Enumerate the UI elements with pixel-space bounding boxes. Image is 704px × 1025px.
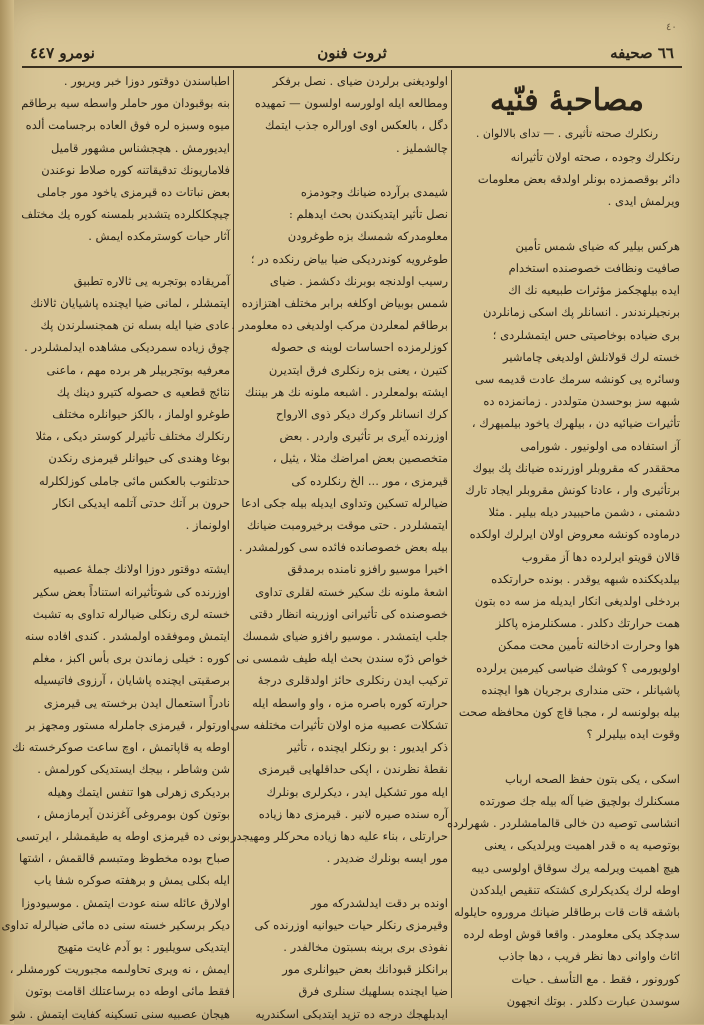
text-line: اخيرا موسيو رافزو نامنده برمدقق: [287, 562, 448, 577]
text-line: خسته لرك قولانلش اولديغى چاماشير: [503, 349, 680, 364]
text-line: هيچ اهميت ويرلمه يرك سوقاق اولوسى ديبه: [471, 860, 680, 875]
text-line: هوا وحرارت ادخالنه تأمين محت ممكن: [497, 638, 680, 653]
text-line: شمس بوبياض اوكلغه برابر مختلف اهتزازده: [241, 296, 448, 311]
text-line: برصقيتى ايچنده پاشايان ، آرزوى فاتيسيله: [33, 673, 230, 688]
text-line: ايتديكى سويليور : بو آدم غايت متهيج: [57, 939, 230, 954]
text-line: قالان قويتو ايرلرده دها آز مقروب: [521, 549, 680, 564]
text-line: بوتوصيه يه ه قدر اهميت ويرلديكى ، يعنى: [484, 838, 680, 853]
text-line: ايدبلهجك درجه ده تزيد ايتديكى اسكندريه: [255, 1006, 448, 1021]
text-line: [454, 213, 680, 235]
text-line: ضيا ايچنده بسلهيك سنلرى فرق: [298, 984, 448, 999]
text-line: كرك انسانلر وكرك ديكر ذوى الارواح: [275, 407, 448, 422]
text-line: اولونماز .: [185, 518, 230, 533]
text-line: كوزلرمزده احساسات لوينه ى حصوله: [270, 340, 448, 355]
text-line: هركس بيلير كه ضياى شمس تأمين: [515, 238, 680, 253]
text-line: سوسدن عبارت دكلدر . بوتك انجهون: [506, 993, 680, 1008]
text-line: ضيالرله تسكين وتداوى ايديله بيله جكى ادعا: [241, 495, 448, 510]
text-line: برتأثيرى وار ، عادتا كونش مقروبلر ايجاد تارك: [465, 483, 680, 498]
text-line: دشمنى ، دشمن ماحيبيدر ديله بيلير . مثلا: [488, 505, 680, 520]
text-line: رنكلرك وجوده ، صحته اولان تأثيرانه: [510, 150, 680, 164]
text-line: ايده بيلهجكمز مؤثرات طبيعيه نك اك: [508, 283, 680, 298]
text-line: اطباسندن دوقتور دوزا خبر ويريور .: [63, 74, 230, 88]
page-number: ٦٦ صحيفه: [610, 44, 674, 62]
binding-edge: [0, 0, 14, 1024]
text-line: بيله بعض خصوصانده فائده سى كورلمشدر .: [238, 540, 448, 555]
column-right: [447, 70, 680, 1008]
text-line: دائر بوقصمزده بونلر اولدقه بعض معلومات: [477, 172, 680, 187]
text-line: مسكنلرك بولچيق ضيا آله بيله جك صورتده: [479, 793, 680, 808]
text-line: صافيت ونظافت خصوصنده استخدام: [508, 261, 680, 276]
text-line: آز استفاده مى اولونيور . شورامى: [520, 438, 680, 453]
text-line: بونى ده قيرمزى اوطه يه طيقمشلر ، ايرتسى: [16, 828, 230, 843]
text-line: برنجيلرندندر . انسانلر پك اسكى زمانلردن: [482, 305, 680, 320]
text-line: طوغرويه كوندرديكى ضيا بياض رنكده در ؛: [250, 251, 448, 266]
text-line: حدتلنوب بالعكس مائى جاملى كوزلكلرله: [38, 473, 230, 488]
text-line: اورتولر ، قيرمزى جاملرله مستور ومجهز بر: [25, 717, 230, 732]
text-line: مور ايسه بونلرك ضديدر .: [326, 851, 448, 866]
text-line: وقوت ايده بيليرلر ؟: [586, 727, 680, 742]
text-line: [24, 536, 230, 558]
text-line: آمريقاده بوتجربه يى ثالاره تطبيق: [73, 273, 230, 288]
text-line: اوطه لرك يكديكرلرى كشتكه تنقيص ايلدكدن: [470, 882, 680, 897]
article-subtitle: رنكلرك صحته تأثيرى . — تداى بالالوان .: [475, 127, 659, 140]
issue-number: نومرو ٤٤٧: [30, 44, 95, 62]
page-header: [22, 40, 682, 68]
text-line: شن وشاطر ، بيجك ايستديكى كورلمش .: [37, 762, 230, 777]
text-line: تركيب ايدن رنكلرى حائز اولدقلرى درجهٔ: [257, 673, 448, 688]
text-line: برانكلز قبودانك بعض حيوانلرى مور: [282, 962, 448, 977]
column-middle: [223, 70, 448, 1021]
text-line: اونده بر دقت ايدلشدركه مور: [310, 895, 448, 910]
text-line: كوره : خيلى زماندن برى بأس اكبز ، مغلم: [32, 651, 230, 666]
text-line: اوزرنده آيرى بر تأثيرى واردر . بعض: [279, 429, 448, 444]
text-line: ايله بكلى يمش و برهفته صوكره شفا ياب: [33, 873, 230, 888]
text-line: آثار حيات كوسترمكده ايمش .: [88, 229, 230, 244]
text-line: اوطه يه قاپاتمش ، اوچ ساعت صوكرخسته نك: [12, 740, 230, 755]
text-line: برطاقم لمعلردن مركب اولديغى ده معلومدر .: [231, 318, 448, 333]
text-line: آره سنده صيره لانير . قيرمزى دها زياده: [258, 806, 448, 821]
text-line: اولارق عائله سنه عودت ايتمش . موسيودوزا: [21, 895, 230, 910]
text-line: اولوديغنى برلردن ضياى . نصل برفكر: [272, 74, 448, 88]
text-line: نقطهٔ نظرندن ، اپكى حداقلهايى قيرمزى: [258, 762, 448, 777]
text-line: نصل تأثير ايتديكندن بحث ايدهلم :: [288, 207, 448, 222]
text-line: رسيب اولدنجه بوبرنك دكشمز . ضياى: [269, 273, 448, 288]
text-line: وسائره يى كونشه سرمك عادت قديمه سى: [475, 372, 680, 387]
text-line: معلومدركه شمسك بزه طوغرودن: [287, 229, 448, 244]
text-line: ايتمشلردر . حتى موقت برخيرومبت ضيانك: [246, 518, 448, 533]
text-line: بعض نباتات ده قيرمزى ياخود مور جاملى: [36, 185, 230, 200]
text-line: نادراً استعمال ايدن برخسته يى قيرمزى: [43, 695, 230, 710]
text-line: حرارتلى ، بناء عليه دها زياده محركلر ومهيجدر ،: [223, 828, 448, 843]
text-line: قيرمزى ، مور ... الخ رنكلرده كى: [291, 473, 448, 488]
text-line: بردخلى اولديغى انكار ايديله مز سه ده بتون: [474, 594, 680, 609]
text-line: ايديورمش . هچجشناس مشهور قاميل: [51, 140, 230, 155]
text-line: رنكلرك مختلف تأثيرلر كوستر ديكى ، مثلا: [35, 429, 230, 444]
text-line: شيمدى برآرده ضيانك وجودمزه: [300, 185, 448, 200]
column-middle-text: [223, 70, 448, 1025]
text-line: خصوصنده كى تأثيرانى اوزرينه انظار دقتى: [249, 606, 448, 621]
text-line: متخصصين بعض امراضك مثلا ، يثيل ،: [272, 451, 448, 466]
text-line: ايتمش وموفقده اولمشدر . كندى افاده سنه: [24, 629, 230, 644]
text-line: خسته لرى رنكلى ضيالرله تداوى به تشبث: [32, 606, 230, 621]
text-line: فقط مائى اوطه ده برساعتلك اقامت بوتون: [25, 984, 230, 999]
text-line: اسكى ، يكى بتون حفظ الصحه ارباب: [505, 771, 680, 786]
column-right-text: [447, 146, 680, 1012]
text-line: بوتون كون بومروغى آغزندن آيرمازمش ،: [36, 806, 230, 821]
text-line: نتائج قطعيه ى حصوله كتيرو دينك پك: [56, 384, 230, 399]
text-line: [454, 745, 680, 767]
text-line: طوغرو اولماز ، بالكز حيوانلره مختلف: [52, 407, 230, 422]
journal-title: ثروت فنون: [317, 44, 387, 62]
column-left-text: [1, 70, 230, 1025]
text-line: تأثيرات ضيائيه دن ، بيلهرك ياخود بيلميهرك ،: [471, 416, 680, 431]
text-line: بنه بوقبودان مور حاملر واسطه سيه برطاقم: [21, 96, 230, 111]
text-line: صباح بوده مخطوظ ومتبسم قالقمش ، اشتها: [19, 851, 230, 866]
text-line: ايمش ، نه ويرى تحاولىمه مجبوريت كورمشلر ،: [9, 962, 230, 977]
text-line: بيلديككنده شبهه يوقدر . بونده حرارتكده: [491, 571, 680, 586]
text-line: اوزرنده كى شوتأثيرانه استناداً بعض سكير: [33, 584, 230, 599]
text-line: ايله مور تشكيل ايدر ، ديكرلرى بونلرك: [266, 784, 448, 799]
text-line: سدچكد يكى معلومدر . واقعا قوش اوطه لرده: [463, 927, 680, 942]
text-line: [24, 248, 230, 270]
text-line: دگل ، بالعكس اوى اورالره جذب ايتمك: [264, 118, 448, 133]
text-line: پاشيانلر ، حتى مندارى برجريان هوا ايچنده: [481, 682, 680, 697]
text-line: ايشته دوقتور دوزا اولانك جملهٔ عصبيه: [53, 562, 230, 577]
text-line: انشاسى توصيه دن خالى قالمامشلردر . شهرلرده: [447, 816, 680, 831]
text-line: چيچكلكلرده يتشدير بلمسنه كوره يك مختلف: [21, 207, 230, 222]
text-line: كورونور ، فقط . مع التأسف . حيات: [511, 971, 680, 986]
text-line: شبهه سز بوحسدن متولددر . زمانمزده ده: [483, 394, 680, 409]
text-line: وقيرمزى رنكلر حيات حيوانيه اوزرنده كى: [254, 917, 448, 932]
text-line: محققدر كه مقروبلر اوزرنده ضيانك پك بيوك: [472, 460, 680, 475]
column-divider: [451, 70, 452, 998]
text-line: حرون بر آتك حدتى آتلمه ايديكى انكار: [52, 495, 230, 510]
text-line: تشكلات عصبيه مزه اولان تأثيرات مختلفه سى: [230, 717, 448, 732]
text-line: باشقه قات قات برطاقلر ضيانك مروروه حايلوله: [454, 904, 680, 919]
text-line: ايتمشلر ، لمانى ضيا ايچنده پاشيايان ثالانك: [30, 296, 230, 311]
corner-mark: ٤٠: [666, 22, 677, 33]
text-line: چوق زياده سمرديكى مشاهده ايدلمشلردر .: [24, 340, 230, 355]
text-line: ميوه وسبزه لره فوق العاده برجسامت ألده: [25, 118, 230, 133]
text-line: اشعهٔ ملونه نك سكير خسته لقلرى تداوى: [255, 584, 448, 599]
text-line: هيجان عصبيه سنى تسكينه كفايت ايتمش . شو: [10, 1006, 230, 1021]
text-line: ذكر ايديور : بو رنكلر ايچنده ، تأثير: [287, 740, 448, 755]
text-line: عادى ضيا ايله بسله نن همجنسلرندن پك: [40, 318, 230, 333]
text-line: اولويورمى ؟ كوشك ضياسى كيرمين يرلرده: [476, 660, 680, 675]
text-line: [236, 159, 448, 181]
text-line: ويرلمش ايدى .: [607, 194, 680, 209]
text-line: اثاث واوانى دها نظر فريب ، دها جاذب: [498, 949, 680, 964]
text-line: [236, 869, 448, 891]
text-line: خواص ذرّه سندن بحث ايله طيف شمسى نى: [236, 651, 448, 666]
column-divider: [233, 70, 234, 998]
text-line: نفوذى برى برينه بسبتون مخالفدر .: [283, 939, 448, 954]
column-left: [1, 70, 230, 1021]
text-line: جلب ايتمشدر . موسيو رافزو ضياى شمسك: [242, 629, 448, 644]
text-line: ديكر برسكير خسته سنى ده مائى ضيالرله تداوى: [1, 917, 230, 932]
text-line: بوغا وهندى كى حيوانلر قيرمزى رنكدن: [48, 451, 230, 466]
article-title: مصاحبهٔ فنّيه: [490, 83, 644, 118]
text-line: بيله بولونسه لر ، مجبا قاچ كون محافظه صحت: [458, 705, 680, 720]
text-line: حرارته كوره باصره مزه ، واو واسطه ايله: [252, 695, 448, 710]
text-line: برديكرى زهرلى هوا تنفس ايتمك وهيله: [47, 784, 230, 799]
text-line: ومطالعه ايله اولورسه اولسون — تمهيده: [254, 96, 448, 111]
text-line: ايشته بولمعلردر . اشبعه ملونه نك هر بيننك: [244, 384, 448, 399]
text-line: درماوده كونشه معروض اولان ايرلرك اولكده: [469, 527, 680, 542]
text-line: چالشمليز .: [396, 140, 448, 155]
text-line: فلاماريونك تدقيقاتنه كوره صلاط نوعندن: [41, 162, 230, 177]
text-line: معرفيه بوتجربيلر هر برده مهم ، ماعنى: [46, 362, 230, 377]
text-line: برى ضياده بوخاصيتى حس ايتمشلردى ؛: [492, 327, 680, 342]
text-line: همت حرارتك دكلدر . مسكنلرمزه پاكلز: [495, 616, 680, 631]
text-line: كتيرن ، يعنى بزه رنكلرى فرق ايتديرن: [268, 362, 448, 377]
